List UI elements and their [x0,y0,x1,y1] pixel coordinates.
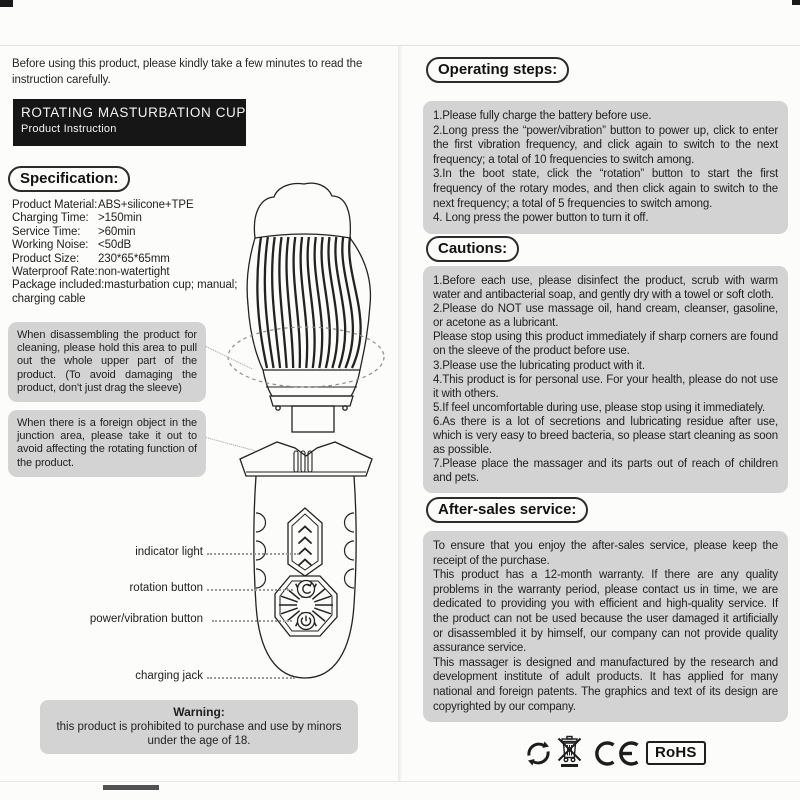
step-item: 3.In the boot state, click the “rotation” button to start the first frequency of the rotary modes, and then click again to switch to the next frequency; a total of 5 frequencies to switch among. [433,168,778,210]
operating-steps-box [423,101,788,234]
spec-row: Product Size: 230*65*65mm [12,252,170,265]
caution-item: 2.Please do NOT use massage oil, hand cream, cleanser, gasoline, or acetone as a lubricant. [433,303,778,330]
indicator-light-panel [288,508,322,576]
after-sales-paragraph: To ensure that you enjoy the after-sales service, please keep the receipt of the purchase. [433,540,778,567]
spec-row: Charging Time: >150min [12,212,142,225]
scan-artifact [792,0,800,5]
caution-item: 3.Please use the lubricating product with it. [433,359,645,372]
scan-artifact [0,0,13,7]
spec-row: Product Material:ABS+silicone+TPE [12,199,194,211]
cautions-heading: Cautions: [426,236,519,262]
spec-row: Waterproof Rate:non-watertight [12,266,170,279]
rohs-badge: RoHS [646,741,706,765]
after-sales-heading: After-sales service: [426,497,588,523]
cup-swirl-texture [257,237,360,368]
specification-heading: Specification: [8,166,130,192]
caution-item: 6.As there is a lot of secretions and lubricating residue after use, which is very easy to breed bacteria, so please start cleaning as soon as possible. [433,415,778,457]
callout-foreign-object: When there is a foreign object in the junction area, please take it out to avoid affecting the rotating function of the product. [8,410,206,477]
scan-artifact [103,785,159,790]
step-item: 1.Please fully charge the battery before use. [433,110,652,122]
caution-item: Please stop using this product immediately if sharp corners are found on the sleeve of the product before use. [433,331,778,358]
product-line-drawing [220,180,430,705]
leader-line [207,589,293,591]
cup-drawing [247,183,370,432]
button-cluster [275,576,337,636]
step-item: 4. Long press the power button to turn it off. [433,212,649,225]
callout-disassembly: When disassembling the product for cleaning, please hold this area to pull out the whole upper part of the product. (To avoid damaging the product, don't just drag the sleeve) [8,322,206,402]
leader-line [212,620,292,622]
indicator-chevrons-icon [299,527,311,566]
operating-steps-heading: Operating steps: [426,57,569,83]
spec-row: Working Noise: <50dB [12,239,132,252]
caution-item: 7.Please place the massager and its parts out of reach of children and pets. [433,458,778,485]
after-sales-paragraph: This product has a 12-month warranty. If there are any quality problems in the warranty period, please contact us in time, we are dedicated to providing you with efficient and high-quality service. If the product can not be used because the user damaged it artificially or disassembled it by himself, our company can not provide quality assurance service. [433,569,778,655]
intro-text: Before using this product, please kindly take a few minutes to read the instruction carefully. [12,58,363,86]
page-bottom-edge [0,781,800,782]
product-title-block [13,99,246,146]
after-sales-box [423,531,788,722]
label-rotation-button: rotation button [129,582,203,594]
leader-line [207,677,295,679]
leader-line [207,553,299,555]
weee-bin-icon [556,735,583,768]
step-item: 2.Long press the “power/vibration” button to power up, click to enter the first vibration frequency, and click again to switch to the next frequency; a total of 10 frequencies to switch among. [433,124,778,166]
spec-row: Package included:masturbation cup; manual; charging cable [12,279,238,305]
warning-text: this product is prohibited to purchase and use by minors under the age of 18. [56,720,342,747]
handle-drawing [240,442,372,678]
cautions-box [423,266,788,493]
label-charging-jack: charging jack [135,670,203,682]
product-subtitle: Product Instruction [21,123,117,135]
after-sales-paragraph: This massager is designed and manufactured by the research and development institute of adult products. It has applied for many national and foreign patents. The graphics and text of its design are copyrighted by our company. [433,656,778,713]
product-title: ROTATING MASTURBATION CUP [21,105,247,120]
caution-item: 4.This product is for personal use. For your health, please do not use it with others. [433,373,778,400]
specification-list [12,199,248,306]
label-power-vibration-button: power/vibration button [89,613,203,625]
caution-item: 1.Before each use, please disinfect the product, scrub with warm water and antibacterial soap, and gently dry with a towel or soft cloth. [433,275,778,302]
green-dot-icon [525,740,552,767]
caution-item: 5.If feel uncomfortable during use, please stop using it immediately. [433,401,766,414]
ce-mark [592,740,640,767]
spec-row: Service Time: >60min [12,225,136,238]
warning-heading: Warning: [173,705,225,719]
warning-box [40,700,358,754]
label-indicator-light: indicator light [135,546,203,558]
